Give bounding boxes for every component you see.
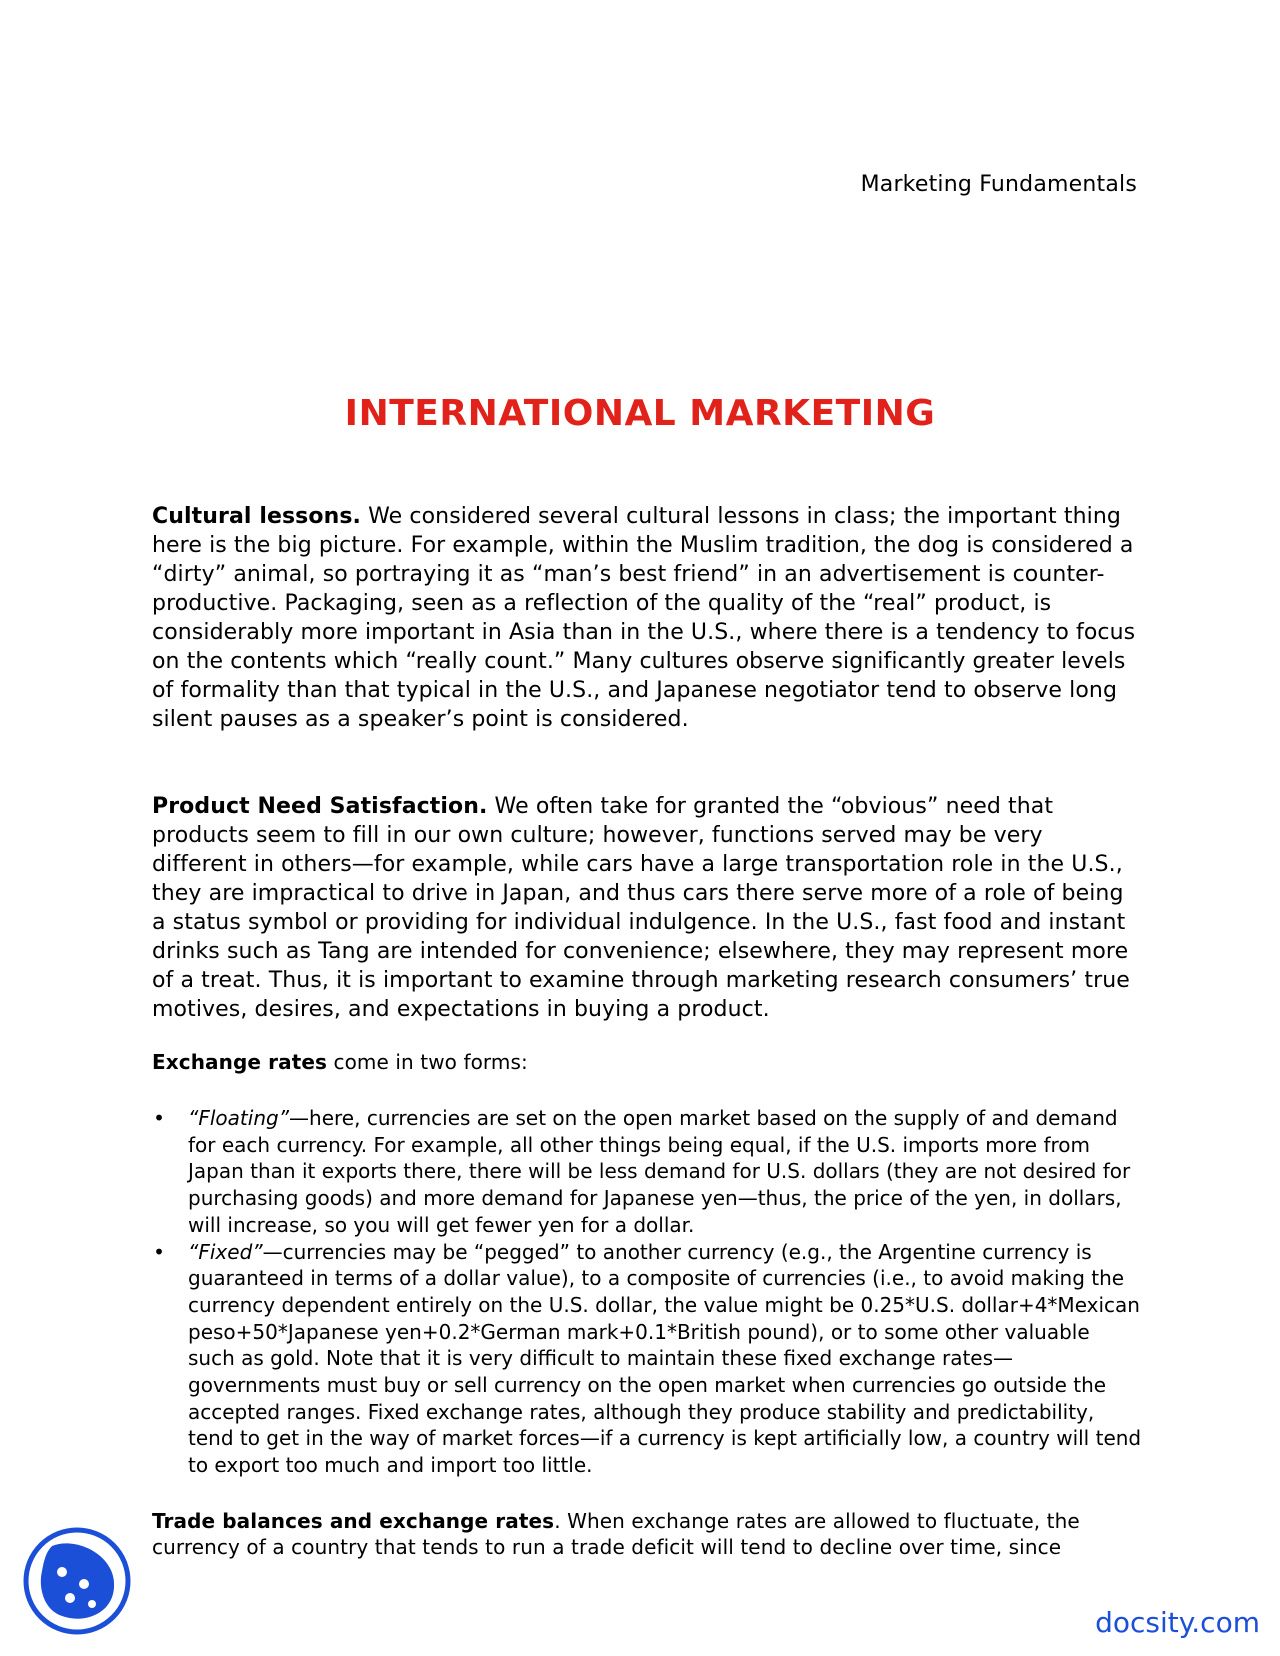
- bullet-icon: •: [153, 1106, 165, 1130]
- page-title: INTERNATIONAL MARKETING: [344, 393, 936, 434]
- paragraph: [152, 1508, 1142, 1560]
- docsity-logo-icon[interactable]: [22, 1526, 132, 1636]
- section-heading: Trade balances and exchange rates: [152, 1509, 555, 1533]
- section-exchange-rates: [152, 1049, 1142, 1075]
- list-item-term: “Floating”: [188, 1106, 290, 1130]
- section-heading: Exchange rates: [152, 1050, 328, 1074]
- list-item-text: —here, currencies are set on the open market based on the supply of and demand for each currency. For example, all other things being equal, if the U.S. imports more from Japan than it exports there, there will be less demand for U.S. dollars (they are not desired for purchasing goods) and more demand for Japanese yen—thus, the price of the yen, in dollars, will increase, so you will get fewer yen for a dollar.: [188, 1106, 1131, 1237]
- paragraph: [152, 792, 1142, 1024]
- section-heading: Product Need Satisfaction.: [152, 794, 488, 819]
- paragraph-text: We often take for granted the “obvious” need that products seem to fill in our own culture; however, functions served may be very different in others—for example, while cars have a large transportation role in the U.S., they are impractical to drive in Japan, and thus cars there serve more of a role of being a status symbol or providing for individual indulgence. In the U.S., fast food and instant drinks such as Tang are intended for convenience; elsewhere, they may represent more of a treat. Thus, it is important to examine through marketing research consumers’ true motives, desires, and expectations in buying a product.: [152, 794, 1130, 1022]
- list-item-term: “Fixed”: [188, 1239, 263, 1264]
- section-cultural-lessons: [152, 502, 1142, 734]
- paragraph-text: We considered several cultural lessons in class; the important thing here is the big picture. For example, within the Muslim tradition, the dog is considered a “dirty” animal, so portraying it as “man’s best friend” in an advertisement is counter-productive. Packaging, seen as a reflection of the quality of the “real” product, is considerably more important in Asia than in the U.S., where there is a tendency to focus on the contents which “really count.” Many cultures observe significantly greater levels of formality than that typical in the U.S., and Japanese negotiator tend to observe long silent pauses as a speaker’s point is considered.: [152, 504, 1136, 732]
- list-item-text: —currencies may be “pegged” to another currency (e.g., the Argentine currency is guaranteed in terms of a dollar value), to a composite of currencies (i.e., to avoid making the currency dependent entirely on the U.S. dollar, the value might be 0.25*U.S. dollar+4*Mexican peso+50*Japanese yen+0.2*German mark+0.1*British pound), or to some other valuable such as gold. Note that it is very difficult to maintain these fixed exchange rates—governments must buy or sell currency on the open market when currencies go outside the accepted ranges. Fixed exchange rates, although they produce stability and predictability, tend to get in the way of market forces—if a currency is kept artificially low, a country will tend to export too much and import too little.: [188, 1239, 1142, 1478]
- list-item: [152, 1239, 1142, 1479]
- section-product-need: [152, 792, 1142, 1024]
- watermark-link[interactable]: docsity.com: [1095, 1606, 1260, 1639]
- docsity-logo-graphic: [22, 1526, 132, 1636]
- paragraph-text: . When exchange rates are allowed to fluctuate, the currency of a country that tends to run a trade deficit will tend to decline over time, since: [152, 1509, 1080, 1559]
- section-trade-balances: [152, 1508, 1142, 1560]
- paragraph-text: come in two forms:: [327, 1050, 528, 1074]
- running-header: Marketing Fundamentals: [860, 172, 1137, 197]
- exchange-rate-list: [152, 1105, 1142, 1479]
- list-item: [152, 1105, 1142, 1239]
- section-heading: Cultural lessons.: [152, 504, 362, 529]
- paragraph: [152, 502, 1142, 734]
- bullet-icon: •: [153, 1239, 165, 1264]
- paragraph: [152, 1049, 1142, 1075]
